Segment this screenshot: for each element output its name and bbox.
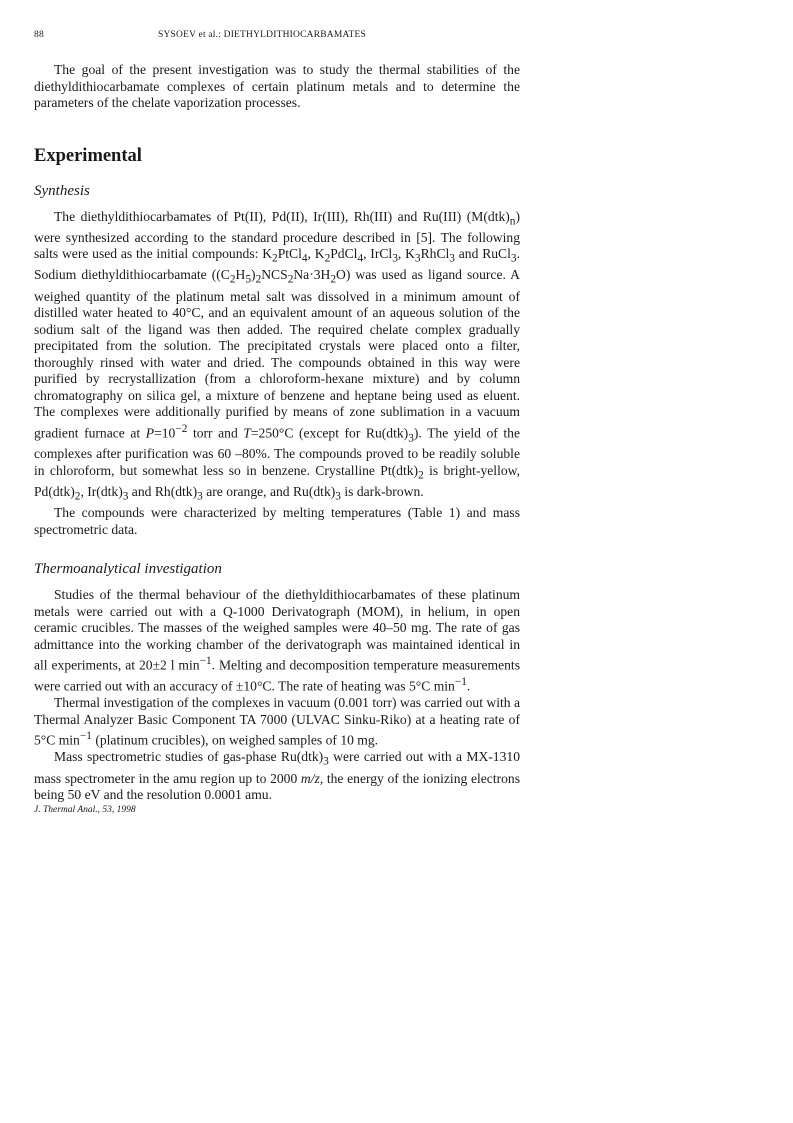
section-heading-experimental: Experimental <box>34 145 142 166</box>
synthesis-paragraph-1: The diethyldithiocarbamates of Pt(II), Pd(II), Ir(III), Rh(III) and Ru(III) $(M(dtk)_n)$ were synthesized according to the standard procedure described in [5]. The following salts were used as the initial compounds: $K_2PtCl_4$, $K_2PdCl_4$, IrCl$_3$, $K_3RhCl_3$ and RuCl$_3$. Sodium diethyldithiocarbamate $((C_2H_5)_2NCS_2Na\cdot 3H_2O)$ was used as ligand source. A weighed quantity of the platinum metal salt was dissolved in a minimum amount of distilled water heated to 40°C, and an equivalent amount of an aqueous solution of the sodium salt of the ligand was then added. The required chelate complex gradually precipitated from the solution. The precipitated crystals were placed onto a filter, thoroughly rinsed with water and dried. The compounds obtained in this way were purified by recrystallization (from a chloroform-hexane mixture) and by column chromatography on silica gel, a mixture of benzene and heptane being used as eluent. The complexes were additionally purified by means of zone sublimation in a vacuum gradient furnace at $P=10^{-2}$ torr and T=250°C (except for $Ru(dtk)_3$). The yield of the complexes after purification was 60 –80%. The compounds proved to be readily soluble in chloroform, but somewhat less so in benzene. Crystalline $Pt(dtk)_2$ is bright-yellow, $Pd(dtk)_2$, $Ir(dtk)_3$ and $Rh(dtk)_3$ are orange, and $Ru(dtk)_3$ is dark-brown. <box>34 208 520 503</box>
page-number: 88 <box>34 30 44 40</box>
synthesis-paragraph-2: The compounds were characterized by melting temperatures (Table 1) and mass spectrometric data. <box>34 505 520 537</box>
subsection-heading-synthesis: Synthesis <box>34 182 90 199</box>
thermoanalytical-paragraph-3: Mass spectrometric studies of gas-phase $Ru(dtk)_3$ were carried out with a MX-1310 mass spectrometer in the amu region up to 2000 m/z, the energy of the ionizing electrons being 50 eV and the resolution 0.0001 amu. <box>34 749 521 803</box>
running-title: SYSOEV et al.: DIETHYLDITHIOCARBAMATES <box>158 30 366 40</box>
thermoanalytical-paragraph-1: Studies of the thermal behaviour of the diethyldithiocarbamates of these platinum metals were carried out with a Q-1000 Derivatograph (MOM), in helium, in open ceramic crucibles. The masses of the weighed samples were 40–50 mg. The rate of gas admittance into the working chamber of the derivatograph was maintained identical in all experiments, at 20±2 l $\min^{-1}$. Melting and decomposition temperature measurements were carried out with an accuracy of ±10°C. The rate of heating was 5°C $\min^{-1}$. <box>34 587 520 694</box>
thermoanalytical-paragraph-2: Thermal investigation of the complexes in vacuum (0.001 torr) was carried out with a Thermal Analyzer Basic Component TA 7000 (ULVAC Sinku-Riko) at a heating rate of 5°C $\min^{-1}$ (platinum crucibles), on weighed samples of 10 mg. <box>34 695 520 748</box>
subsection-heading-thermoanalytical: Thermoanalytical investigation <box>34 561 222 578</box>
journal-footer: J. Thermal Anal., 53, 1998 <box>34 805 136 815</box>
intro-paragraph: The goal of the present investigation was to study the thermal stabilities of the diethyldithiocarbamate complexes of certain platinum metals and to determine the parameters of the chelate vaporization processes. <box>34 62 520 110</box>
article-body <box>34 62 520 804</box>
